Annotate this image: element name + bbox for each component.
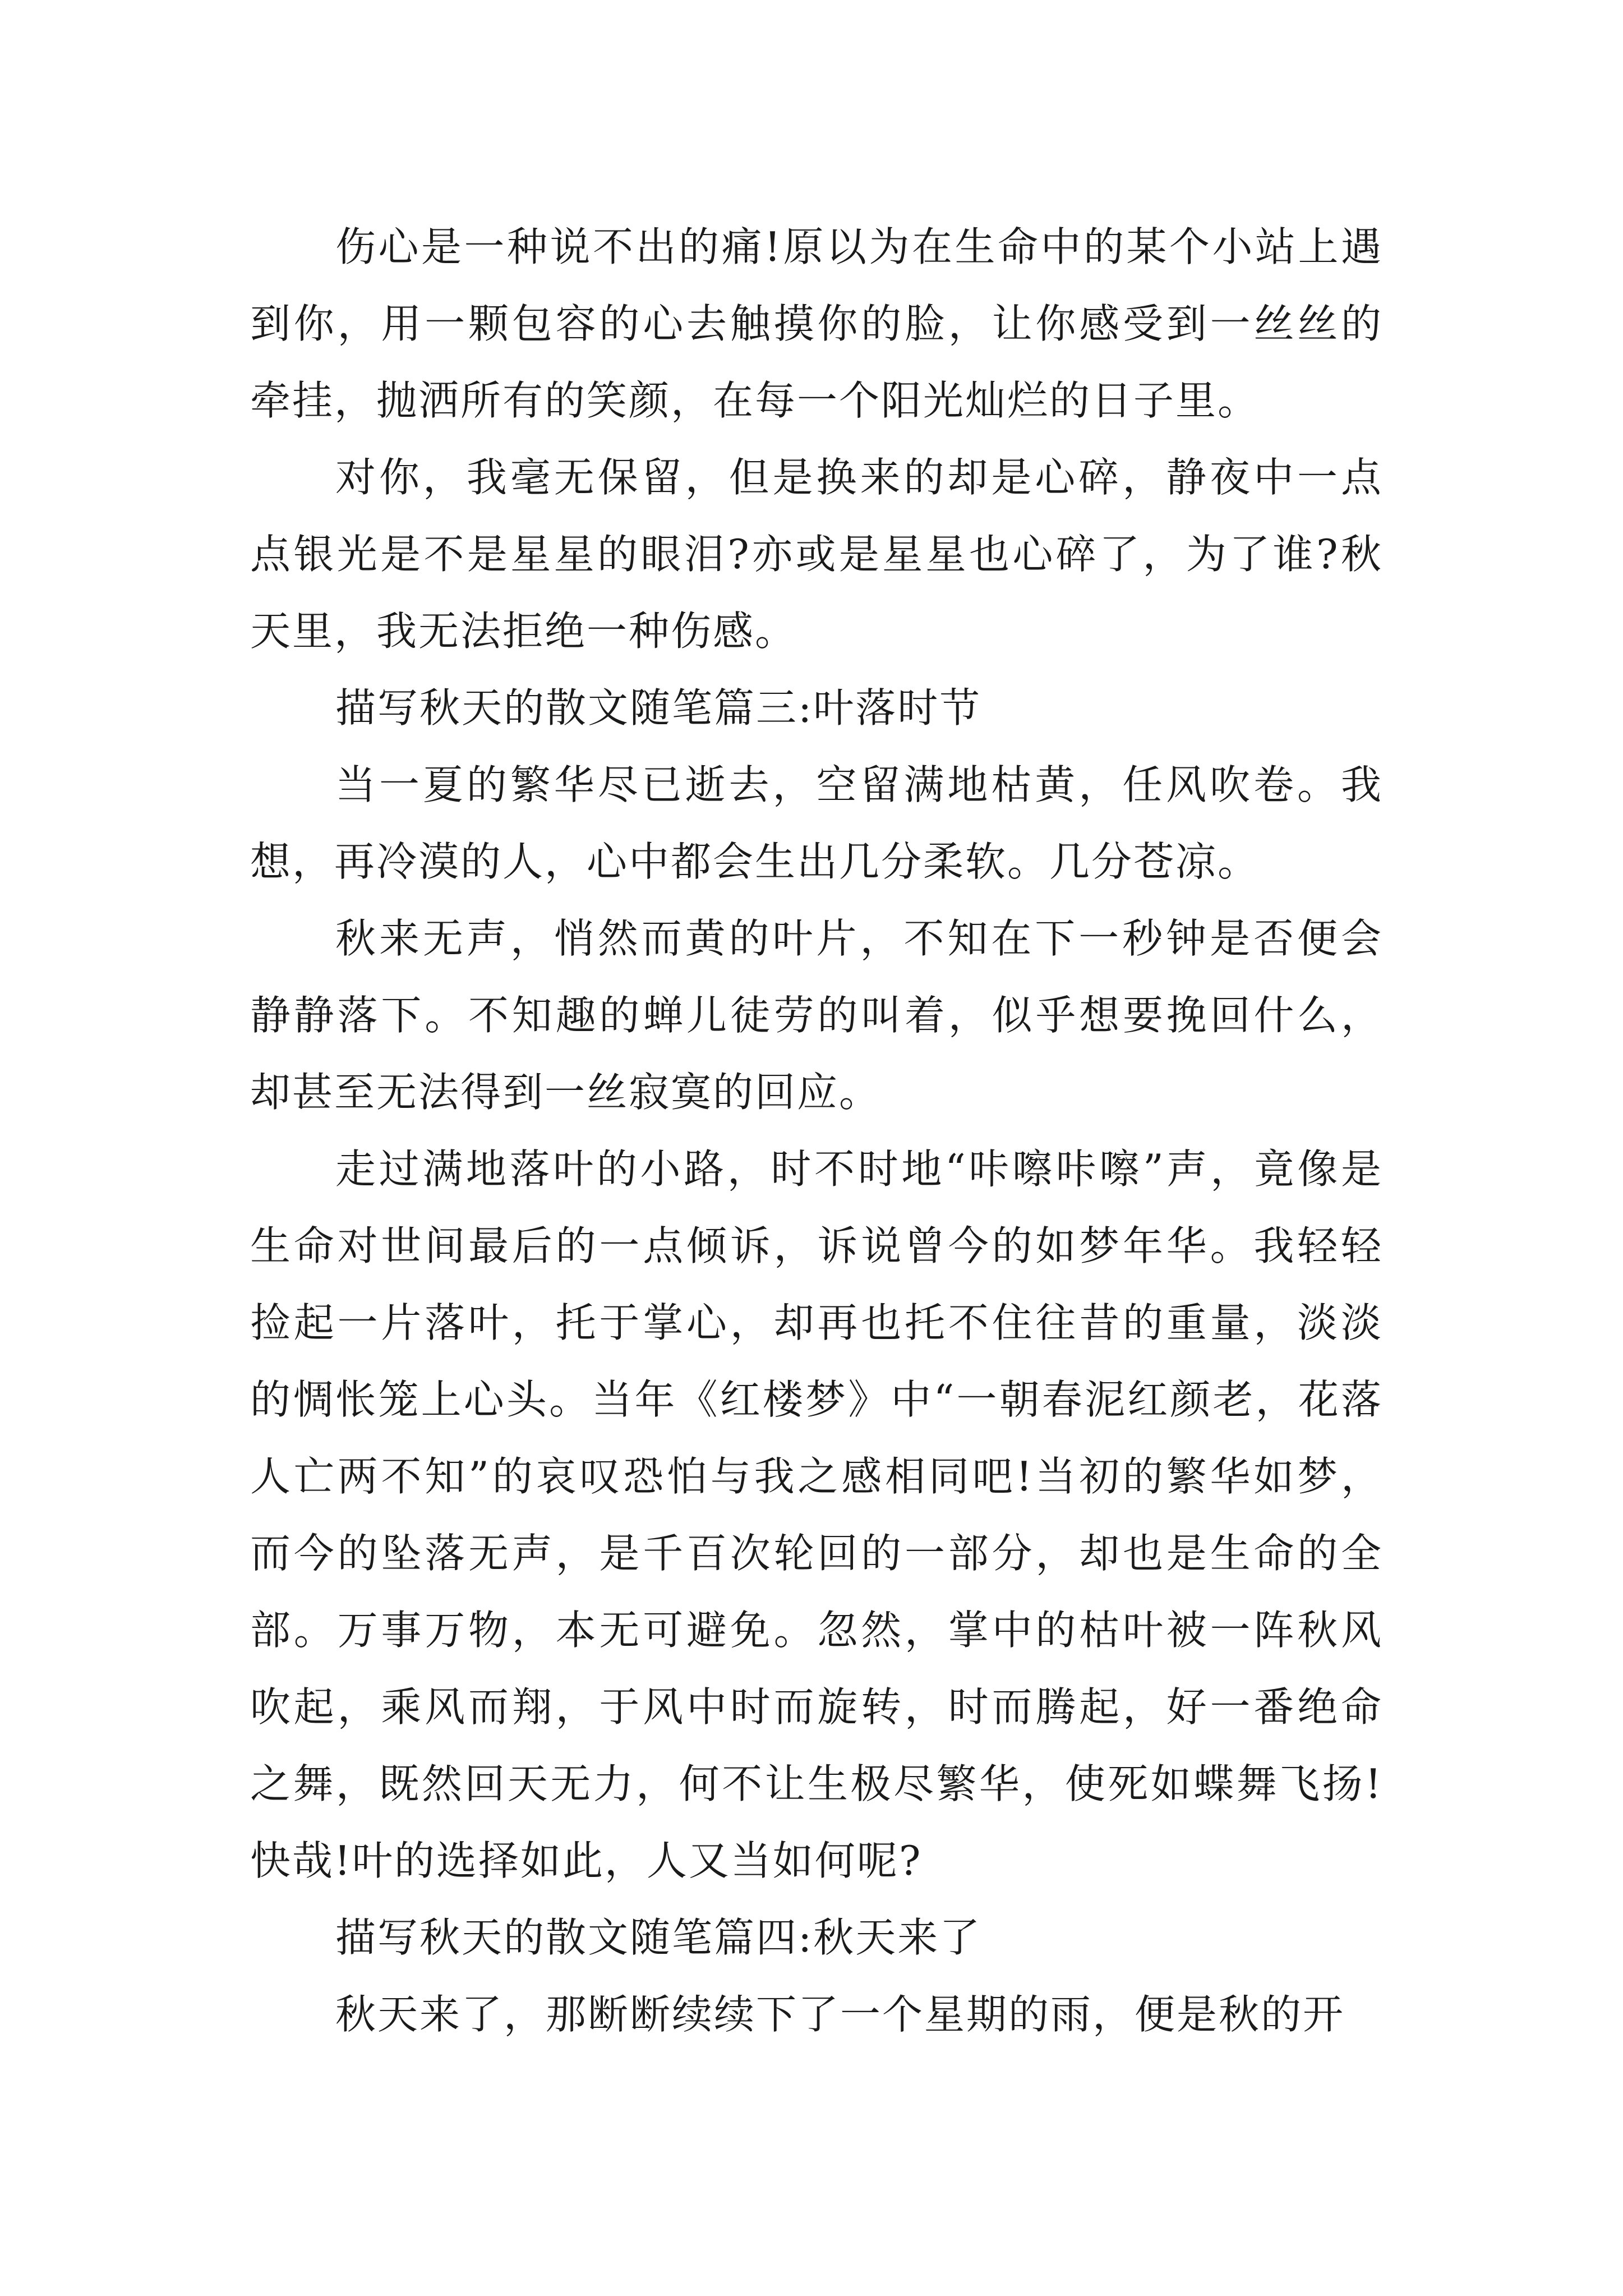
paragraph-summer-gone: 当一夏的繁华尽已逝去，空留满地枯黄，任风吹卷。我想，再冷漠的人，心中都会生出几分柔软。几分苍凉。 bbox=[250, 761, 1383, 885]
section-heading-three: 描写秋天的散文随笔篇三:叶落时节 bbox=[335, 684, 982, 731]
document-body bbox=[250, 209, 1383, 2053]
paragraph-heartbreak: 伤心是一种说不出的痛!原以为在生命中的某个小站上遇到你，用一颗包容的心去触摸你的脸，让你感受到一丝丝的牵挂，抛洒所有的笑颜，在每一个阳光灿烂的日子里。 bbox=[250, 223, 1383, 424]
section-heading-four: 描写秋天的散文随笔篇四:秋天来了 bbox=[335, 1914, 982, 1961]
paragraph-autumn-silent: 秋来无声，悄然而黄的叶片，不知在下一秒钟是否便会静静落下。不知趣的蝉儿徒劳的叫着，似乎想要挽回什么，却甚至无法得到一丝寂寞的回应。 bbox=[250, 915, 1383, 1116]
paragraph-autumn-arrives: 秋天来了，那断断续续下了一个星期的雨，便是秋的开 bbox=[335, 1991, 1345, 2038]
paragraph-sadness: 对你，我毫无保留，但是换来的却是心碎，静夜中一点点银光是不是星星的眼泪?亦或是星星也心碎了，为了谁?秋天里，我无法拒绝一种伤感。 bbox=[250, 454, 1383, 655]
paragraph-fallen-leaves: 走过满地落叶的小路，时不时地“咔嚓咔嚓”声，竟像是生命对世间最后的一点倾诉，诉说曾今的如梦年华。我轻轻捡起一片落叶，托于掌心，却再也托不住往昔的重量，淡淡的惆怅笼上心头。当年《红楼梦》中“一朝春泥红颜老，花落人亡两不知”的哀叹恐怕与我之感相同吧!当初的繁华如梦，而今的坠落无声，是千百次轮回的一部分，却也是生命的全部。万事万物，本无可避免。忽然，掌中的枯叶被一阵秋风吹起，乘风而翔，于风中时而旋转，时而腾起，好一番绝命之舞，既然回天无力，何不让生极尽繁华，使死如蝶舞飞扬!快哉!叶的选择如此，人又当如何呢? bbox=[250, 1145, 1383, 1884]
